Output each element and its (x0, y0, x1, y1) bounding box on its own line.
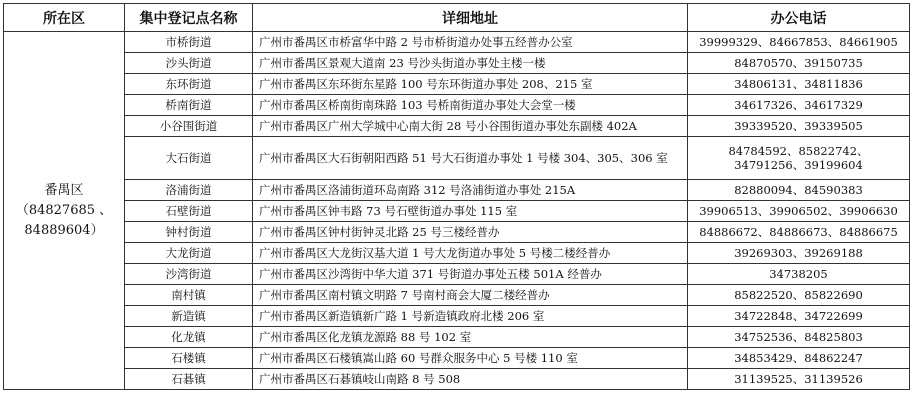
phone-cell (688, 74, 910, 95)
phone-number-line: 84886672、84886673、84886675 (699, 225, 898, 239)
phone-cell (688, 243, 910, 264)
header-site-name: 集中登记点名称 (125, 4, 253, 32)
phone-number-line: 34791256、39199604 (734, 158, 863, 172)
site-name-cell: 新造镇 (125, 306, 253, 327)
phone-number-line: 84784592、85822742、 (728, 144, 869, 158)
address-cell: 广州市番禺区广州大学城中心南大街 28 号小谷围街道办事处东副楼 402A (253, 116, 688, 137)
phone-number-line: 34806131、34811836 (734, 77, 863, 91)
table-row (4, 222, 910, 243)
district-name: 番禺区 (44, 182, 84, 198)
address-cell: 广州市番禺区钟村街钟灵北路 25 号三楼经普办 (253, 222, 688, 243)
address-cell: 广州市番禺区大龙街汉基大道 1 号大龙街道办事处 5 号楼二楼经普办 (253, 243, 688, 264)
site-name-cell: 大石街道 (125, 137, 253, 180)
phone-cell (688, 222, 910, 243)
phone-cell (688, 116, 910, 137)
table-row (4, 74, 910, 95)
table-row (4, 285, 910, 306)
phone-number-line: 39906513、39906502、39906630 (699, 204, 898, 218)
table-row (4, 32, 910, 53)
site-name-cell: 东环街道 (125, 74, 253, 95)
table-row (4, 369, 910, 390)
site-name-cell: 沙头街道 (125, 53, 253, 74)
phone-number-line: 34738205 (769, 267, 828, 281)
address-cell: 广州市番禺区东环街东星路 100 号东环街道办事处 208、215 室 (253, 74, 688, 95)
district-phone: （84827685 、84889604） (15, 202, 113, 238)
table-row (4, 306, 910, 327)
phone-cell (688, 306, 910, 327)
table-row (4, 348, 910, 369)
phone-number-line: 34752536、84825803 (734, 330, 863, 344)
address-cell: 广州市番禺区大石街朝阳西路 51 号大石街道办事处 1 号楼 304、305、306 室 (253, 137, 688, 180)
table-row (4, 264, 910, 285)
phone-number-line: 39269303、39269188 (734, 246, 863, 260)
phone-number-line: 31139525、31139526 (734, 372, 863, 386)
phone-number-line: 84870570、39150735 (734, 56, 863, 70)
phone-number-line: 39339520、39339505 (734, 119, 863, 133)
site-name-cell: 石碁镇 (125, 369, 253, 390)
phone-cell (688, 137, 910, 180)
site-name-cell: 大龙街道 (125, 243, 253, 264)
registration-sites-table (3, 3, 910, 390)
header-district: 所在区 (4, 4, 125, 32)
address-cell: 广州市番禺区化龙镇龙源路 88 号 102 室 (253, 327, 688, 348)
site-name-cell: 石楼镇 (125, 348, 253, 369)
table-row (4, 180, 910, 201)
site-name-cell: 小谷围街道 (125, 116, 253, 137)
address-cell: 广州市番禺区沙湾街中华大道 371 号街道办事处五楼 501A 经普办 (253, 264, 688, 285)
site-name-cell: 钟村街道 (125, 222, 253, 243)
site-name-cell: 化龙镇 (125, 327, 253, 348)
site-name-cell: 市桥街道 (125, 32, 253, 53)
address-cell: 广州市番禺区新造镇新广路 1 号新造镇政府北楼 206 室 (253, 306, 688, 327)
site-name-cell: 洛浦街道 (125, 180, 253, 201)
address-cell: 广州市番禺区桥南街南珠路 103 号桥南街道办事处大会堂一楼 (253, 95, 688, 116)
address-cell: 广州市番禺区南村镇文明路 7 号南村商会大厦二楼经普办 (253, 285, 688, 306)
phone-cell (688, 180, 910, 201)
phone-cell (688, 95, 910, 116)
header-address: 详细地址 (253, 4, 688, 32)
table-row (4, 116, 910, 137)
phone-number-line: 34617326、34617329 (734, 98, 863, 112)
address-cell: 广州市番禺区石碁镇岐山南路 8 号 508 (253, 369, 688, 390)
phone-number-line: 39999329、84667853、84661905 (699, 35, 898, 49)
address-cell: 广州市番禺区市桥富华中路 2 号市桥街道办处事五经普办公室 (253, 32, 688, 53)
address-cell: 广州市番禺区洛浦街道环岛南路 312 号洛浦街道办事处 215A (253, 180, 688, 201)
table-header-row (4, 4, 910, 32)
address-cell: 广州市番禺区景观大道南 23 号沙头街道办事处主楼一楼 (253, 53, 688, 74)
table-row (4, 137, 910, 180)
phone-cell (688, 369, 910, 390)
phone-number-line: 34722848、34722699 (734, 309, 863, 323)
table-row (4, 95, 910, 116)
table-row (4, 53, 910, 74)
site-name-cell: 桥南街道 (125, 95, 253, 116)
table-row (4, 201, 910, 222)
phone-cell (688, 348, 910, 369)
table-row (4, 243, 910, 264)
phone-number-line: 82880094、84590383 (734, 183, 863, 197)
phone-cell (688, 201, 910, 222)
site-name-cell: 石壁街道 (125, 201, 253, 222)
district-cell (4, 32, 125, 390)
site-name-cell: 南村镇 (125, 285, 253, 306)
phone-number-line: 85822520、85822690 (734, 288, 863, 302)
site-name-cell: 沙湾街道 (125, 264, 253, 285)
phone-number-line: 34853429、84862247 (734, 351, 863, 365)
header-phone: 办公电话 (688, 4, 910, 32)
phone-cell (688, 53, 910, 74)
phone-cell (688, 285, 910, 306)
address-cell: 广州市番禺区石楼镇嵩山路 60 号群众服务中心 5 号楼 110 室 (253, 348, 688, 369)
address-cell: 广州市番禺区钟韦路 73 号石壁街道办事处 115 室 (253, 201, 688, 222)
table-body (4, 32, 910, 390)
phone-cell (688, 327, 910, 348)
table-row (4, 327, 910, 348)
phone-cell (688, 32, 910, 53)
phone-cell (688, 264, 910, 285)
